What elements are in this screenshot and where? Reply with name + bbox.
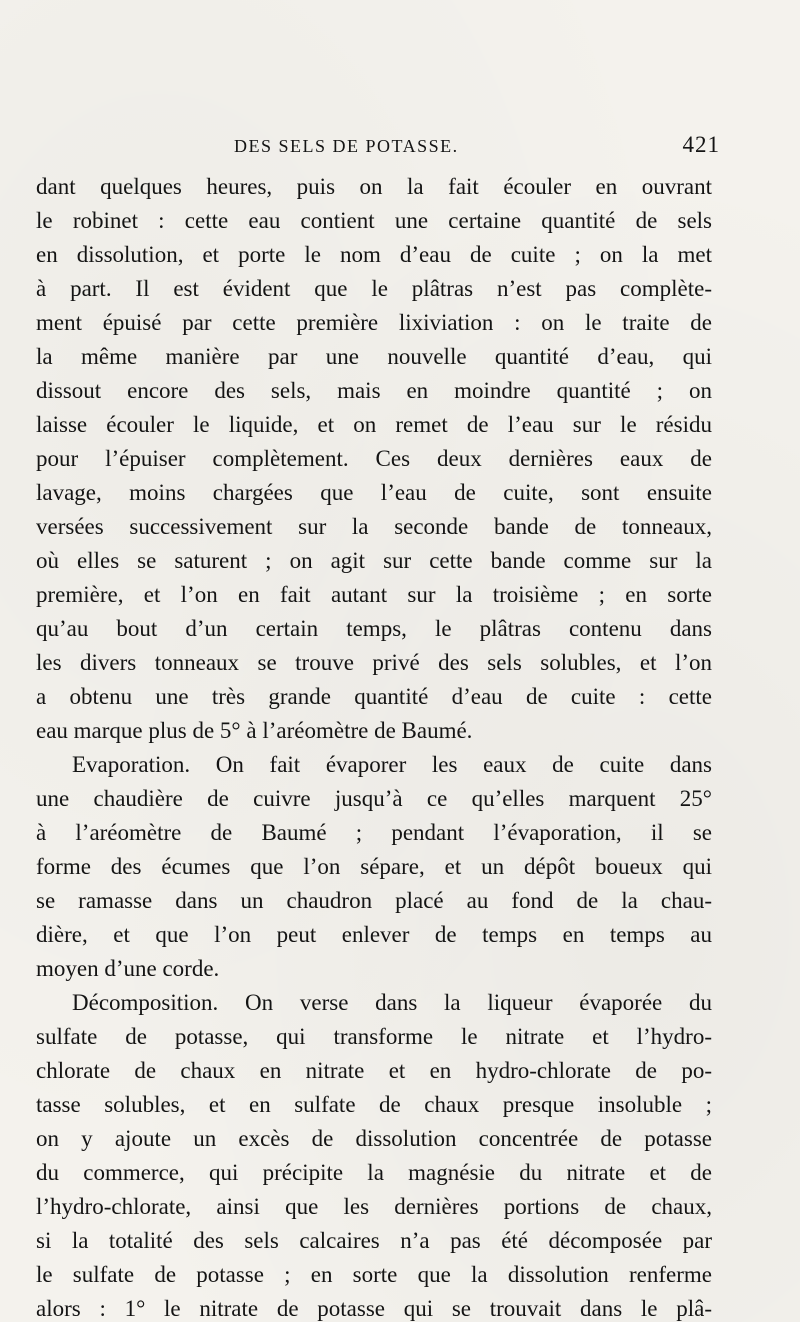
text-line: l’hydro-chlorate, ainsi que les dernières portions de chaux,	[36, 1194, 712, 1219]
text-line: chlorate de chaux en nitrate et en hydro-chlorate de po-	[36, 1058, 712, 1083]
page-header	[36, 132, 720, 164]
text-line: première, et l’on en fait autant sur la troisième ; en sorte	[36, 582, 712, 607]
text-line: versées successivement sur la seconde bande de tonneaux,	[36, 514, 712, 539]
text-line: Evaporation. On fait évaporer les eaux de cuite dans	[72, 752, 712, 777]
text-line: dissout encore des sels, mais en moindre quantité ; on	[36, 378, 712, 403]
text-line: alors : 1° le nitrate de potasse qui se trouvait dans le plâ-	[36, 1296, 712, 1321]
text-line: moyen d’une corde.	[36, 956, 220, 981]
text-line: une chaudière de cuivre jusqu’à ce qu’elles marquent 25°	[36, 786, 712, 811]
text-line: on y ajoute un excès de dissolution concentrée de potasse	[36, 1126, 712, 1151]
text-line: en dissolution, et porte le nom d’eau de cuite ; on la met	[36, 242, 712, 267]
text-line: à part. Il est évident que le plâtras n’est pas complète-	[36, 276, 712, 301]
text-line: le robinet : cette eau contient une certaine quantité de sels	[36, 208, 712, 233]
text-line: ment épuisé par cette première lixiviation : on le traite de	[36, 310, 712, 335]
body-text	[36, 170, 712, 1322]
text-line: sulfate de potasse, qui transforme le nitrate et l’hydro-	[36, 1024, 712, 1049]
running-head: DES SELS DE POTASSE.	[234, 136, 459, 156]
text-line: le sulfate de potasse ; en sorte que la dissolution renferme	[36, 1262, 712, 1287]
text-line: laisse écouler le liquide, et on remet de l’eau sur le résidu	[36, 412, 712, 437]
text-line: forme des écumes que l’on sépare, et un dépôt boueux qui	[36, 854, 712, 879]
text-line: à l’aréomètre de Baumé ; pendant l’évaporation, il se	[36, 820, 712, 845]
text-line: qu’au bout d’un certain temps, le plâtras contenu dans	[36, 616, 712, 641]
text-line: la même manière par une nouvelle quantité d’eau, qui	[36, 344, 712, 369]
text-line: les divers tonneaux se trouve privé des sels solubles, et l’on	[36, 650, 712, 675]
text-line: du commerce, qui précipite la magnésie du nitrate et de	[36, 1160, 712, 1185]
text-line: Décomposition. On verse dans la liqueur évaporée du	[72, 990, 712, 1015]
text-line: dière, et que l’on peut enlever de temps en temps au	[36, 922, 712, 947]
text-line: eau marque plus de 5° à l’aréomètre de Baumé.	[36, 718, 473, 743]
text-line: pour l’épuiser complètement. Ces deux dernières eaux de	[36, 446, 712, 471]
text-line: dant quelques heures, puis on la fait écouler en ouvrant	[36, 174, 712, 199]
text-line: où elles se saturent ; on agit sur cette bande comme sur la	[36, 548, 712, 573]
text-line: tasse solubles, et en sulfate de chaux presque insoluble ;	[36, 1092, 712, 1117]
text-line: se ramasse dans un chaudron placé au fond de la chau-	[36, 888, 712, 913]
page-number: 421	[682, 132, 720, 157]
text-line: lavage, moins chargées que l’eau de cuite, sont ensuite	[36, 480, 712, 505]
text-line: si la totalité des sels calcaires n’a pas été décomposée par	[36, 1228, 712, 1253]
text-line: a obtenu une très grande quantité d’eau de cuite : cette	[36, 684, 712, 709]
